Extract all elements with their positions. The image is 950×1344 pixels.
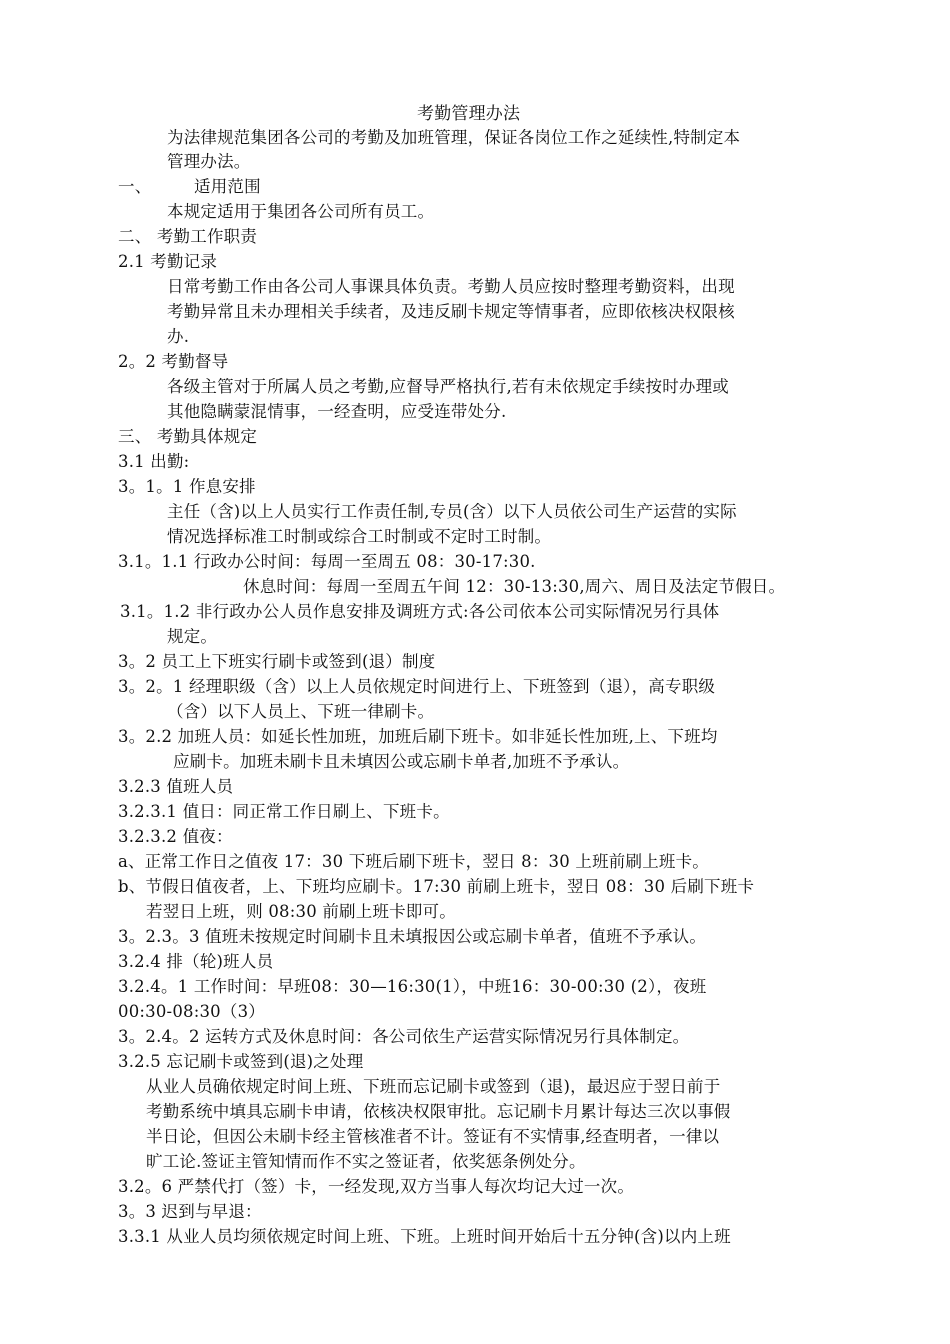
clause-line: 3.2.5 忘记刷卡或签到(退)之处理 — [118, 1052, 364, 1071]
section-heading: 适用范围 — [194, 177, 261, 196]
body-line: 主任（含)以上人员实行工作责任制,专员(含）以下人员依公司生产运营的实际 — [167, 502, 737, 521]
clause-line: 3.1。1.1 行政办公时间：每周一至周五 08：30-17:30. — [118, 552, 536, 571]
body-line: 日常考勤工作由各公司人事课具体负责。考勤人员应按时整理考勤资料，出现 — [167, 277, 735, 296]
body-line: 办. — [167, 327, 190, 346]
subsection-heading: 3。2 员工上下班实行刷卡或签到(退）制度 — [118, 652, 436, 671]
document-title: 考勤管理办法 — [417, 104, 521, 124]
clause-line: 3。2。1 经理职级（含）以上人员依规定时间进行上、下班签到（退），高专职级 — [118, 677, 716, 696]
body-line: 各级主管对于所属人员之考勤,应督导严格执行,若有未依规定手续按时办理或 — [167, 377, 729, 396]
body-line: 本规定适用于集团各公司所有员工。 — [167, 202, 435, 221]
body-line: 其他隐瞒蒙混情事，一经查明，应受连带处分. — [167, 402, 507, 421]
clause-line: 3.2.3 值班人员 — [118, 777, 234, 796]
clause-line: 3。2.3。3 值班未按规定时间刷卡且未填报因公或忘刷卡单者，值班不予承认。 — [118, 927, 707, 946]
clause-line: 3.2.3.1 值日：同正常工作日刷上、下班卡。 — [118, 802, 450, 821]
section-number: 一、 — [118, 177, 152, 196]
clause-line: 3.1。1.2 非行政办公人员作息安排及调班方式:各公司依本公司实际情况另行具体 — [120, 602, 720, 621]
section-heading: 三、 考勤具体规定 — [118, 427, 258, 446]
clause-line: b、节假日值夜者，上、下班均应刷卡。17:30 前刷上班卡，翌日 08：30 后刷下班卡 — [118, 877, 755, 896]
subsection-heading: 3.1 出勤: — [118, 452, 190, 471]
section-heading: 二、 考勤工作职责 — [118, 227, 258, 246]
body-line: 半日论，但因公未刷卡经主管核准者不计。签证有不实情事,经查明者，一律以 — [146, 1127, 720, 1146]
clause-line: 3.2.4 排（轮)班人员 — [118, 952, 274, 971]
clause-line: 若翌日上班，则 08:30 前刷上班卡即可。 — [146, 902, 456, 921]
clause-line: 休息时间：每周一至周五午间 12：30-13:30,周六、周日及法定节假日。 — [243, 577, 786, 596]
clause-line: 3.3.1 从业人员均须依规定时间上班、下班。上班时间开始后十五分钟(含)以内上班 — [118, 1227, 731, 1246]
body-line: 考勤异常且未办理相关手续者，及违反刷卡规定等情事者，应即依核决权限核 — [167, 302, 735, 321]
body-line: 从业人员确依规定时间上班、下班而忘记刷卡或签到（退)，最迟应于翌日前于 — [146, 1077, 721, 1096]
subsection-heading: 3。1。1 作息安排 — [118, 477, 256, 496]
clause-line: a、正常工作日之值夜 17：30 下班后刷下班卡，翌日 8：30 上班前刷上班卡。 — [118, 852, 710, 871]
subsection-heading: 2.1 考勤记录 — [118, 252, 218, 271]
clause-line: 3。2.4。2 运转方式及休息时间：各公司依生产运营实际情况另行具体制定。 — [118, 1027, 690, 1046]
clause-line: 3.2。6 严禁代打（签）卡，一经发现,双方当事人每次均记大过一次。 — [118, 1177, 635, 1196]
clause-line: 规定。 — [167, 627, 218, 646]
intro-line: 管理办法。 — [167, 152, 251, 171]
clause-line: 3.2.3.2 值夜： — [118, 827, 233, 846]
clause-line: 应刷卡。加班未刷卡且未填因公或忘刷卡单者,加班不予承认。 — [173, 752, 630, 771]
subsection-heading: 3。3 迟到与早退： — [118, 1202, 262, 1221]
body-line: 考勤系统中填具忘刷卡申请，依核决权限审批。忘记刷卡月累计每达三次以事假 — [146, 1102, 731, 1121]
clause-line: 3.2.4。1 工作时间：早班08：30—16:30(1），中班16：30-00:30 (2），夜班 — [118, 977, 707, 996]
subsection-heading: 2。2 考勤督导 — [118, 352, 229, 371]
body-line: 情况选择标准工时制或综合工时制或不定时工时制。 — [167, 527, 552, 546]
intro-line: 为法律规范集团各公司的考勤及加班管理，保证各岗位工作之延续性,特制定本 — [167, 128, 741, 147]
clause-line: 00:30-08:30（3） — [118, 1002, 265, 1021]
clause-line: 3。2.2 加班人员：如延长性加班，加班后刷下班卡。如非延长性加班,上、下班均 — [118, 727, 718, 746]
clause-line: （含）以下人员上、下班一律刷卡。 — [167, 702, 435, 721]
body-line: 旷工论.签证主管知情而作不实之签证者，依奖惩条例处分。 — [146, 1152, 586, 1171]
